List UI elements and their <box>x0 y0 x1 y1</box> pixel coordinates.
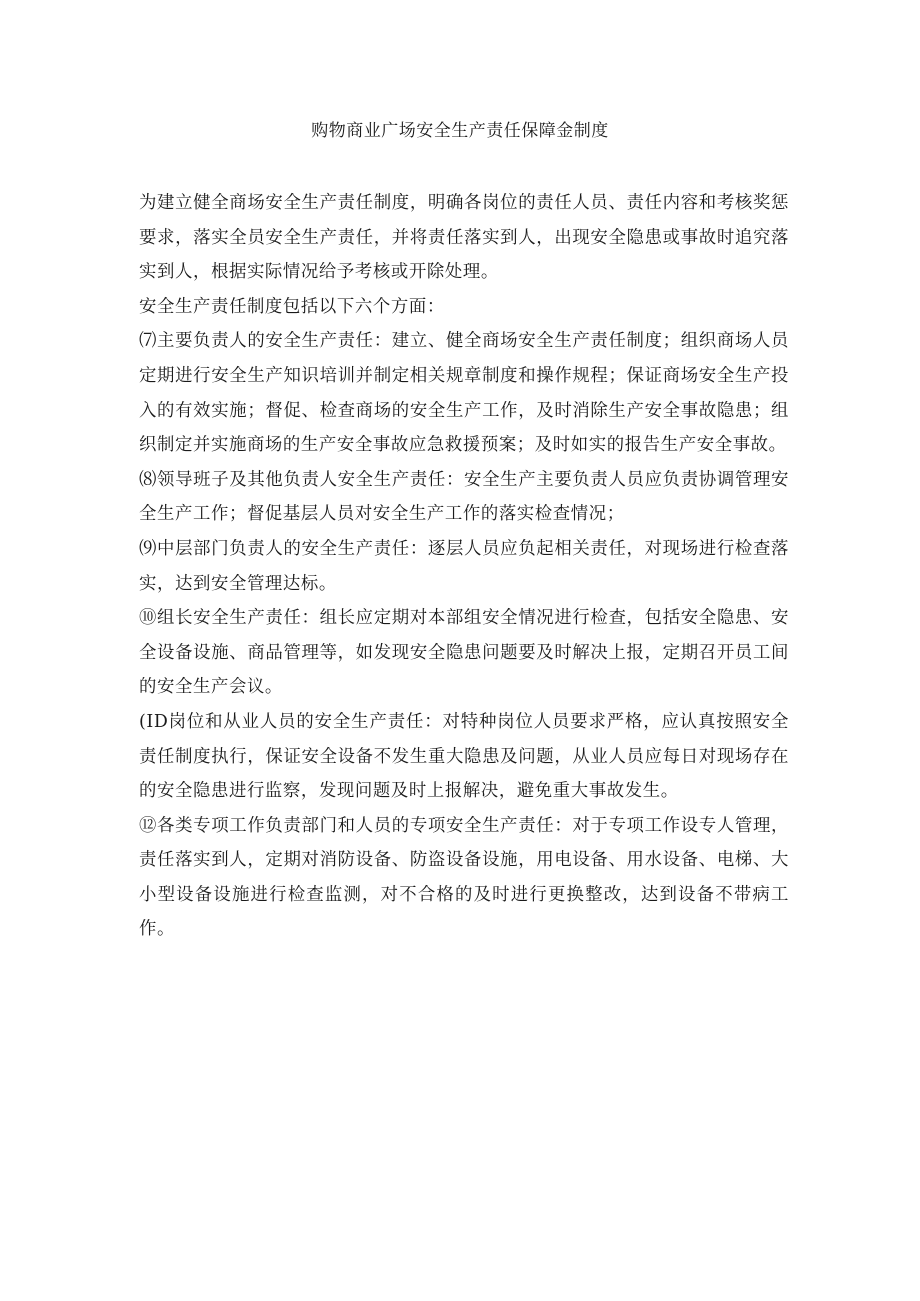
scope-paragraph: 安全生产责任制度包括以下六个方面： <box>139 296 445 317</box>
item-9-paragraph: ⑼中层部门负责人的安全生产责任：逐层人员应负起相关责任，对现场进行检查落实，达到安全管理达标。 <box>139 538 789 594</box>
document-title: 购物商业广场安全生产责任保障金制度 <box>311 121 609 141</box>
item-7-paragraph: ⑺主要负责人的安全生产责任：建立、健全商场安全生产责任制度；组织商场人员定期进行安全生产知识培训并制定相关规章制度和操作规程；保证商场安全生产投入的有效实施；督促、检查商场的安全生产工作，及时消除生产安全事故隐患；组织制定并实施商场的生产安全事故应急救援预案；及时如实的报告生产安全事故。 <box>139 331 789 456</box>
intro-paragraph: 为建立健全商场安全生产责任制度，明确各岗位的责任人员、责任内容和考核奖惩要求，落实全员安全生产责任，并将责任落实到人，出现安全隐患或事故时追究落实到人，根据实际情况给予考核或开除处理。 <box>139 193 789 283</box>
item-12-paragraph: ⑫各类专项工作负责部门和人员的专项安全生产责任：对于专项工作设专人管理，责任落实到人，定期对消防设备、防盗设备设施，用电设备、用水设备、电梯、大小型设备设施进行检查监测，对不合格的及时进行更换整改，达到设备不带病工作。 <box>139 815 789 940</box>
document-body <box>139 186 789 947</box>
item-8-paragraph: ⑻领导班子及其他负责人安全生产责任：安全生产主要负责人员应负责协调管理安全生产工作；督促基层人员对安全生产工作的落实检查情况； <box>139 469 789 525</box>
item-10-paragraph: ⑩组长安全生产责任：组长应定期对本部组安全情况进行检查，包括安全隐患、安全设备设施、商品管理等，如发现安全隐患问题要及时解决上报，定期召开员工间的安全生产会议。 <box>139 608 789 698</box>
item-11-paragraph: (ID岗位和从业人员的安全生产责任：对特种岗位人员要求严格，应认真按照安全责任制度执行，保证安全设备不发生重大隐患及问题，从业人员应每日对现场存在的安全隐患进行监察，发现问题及时上报解决，避免重大事故发生。 <box>139 711 789 802</box>
